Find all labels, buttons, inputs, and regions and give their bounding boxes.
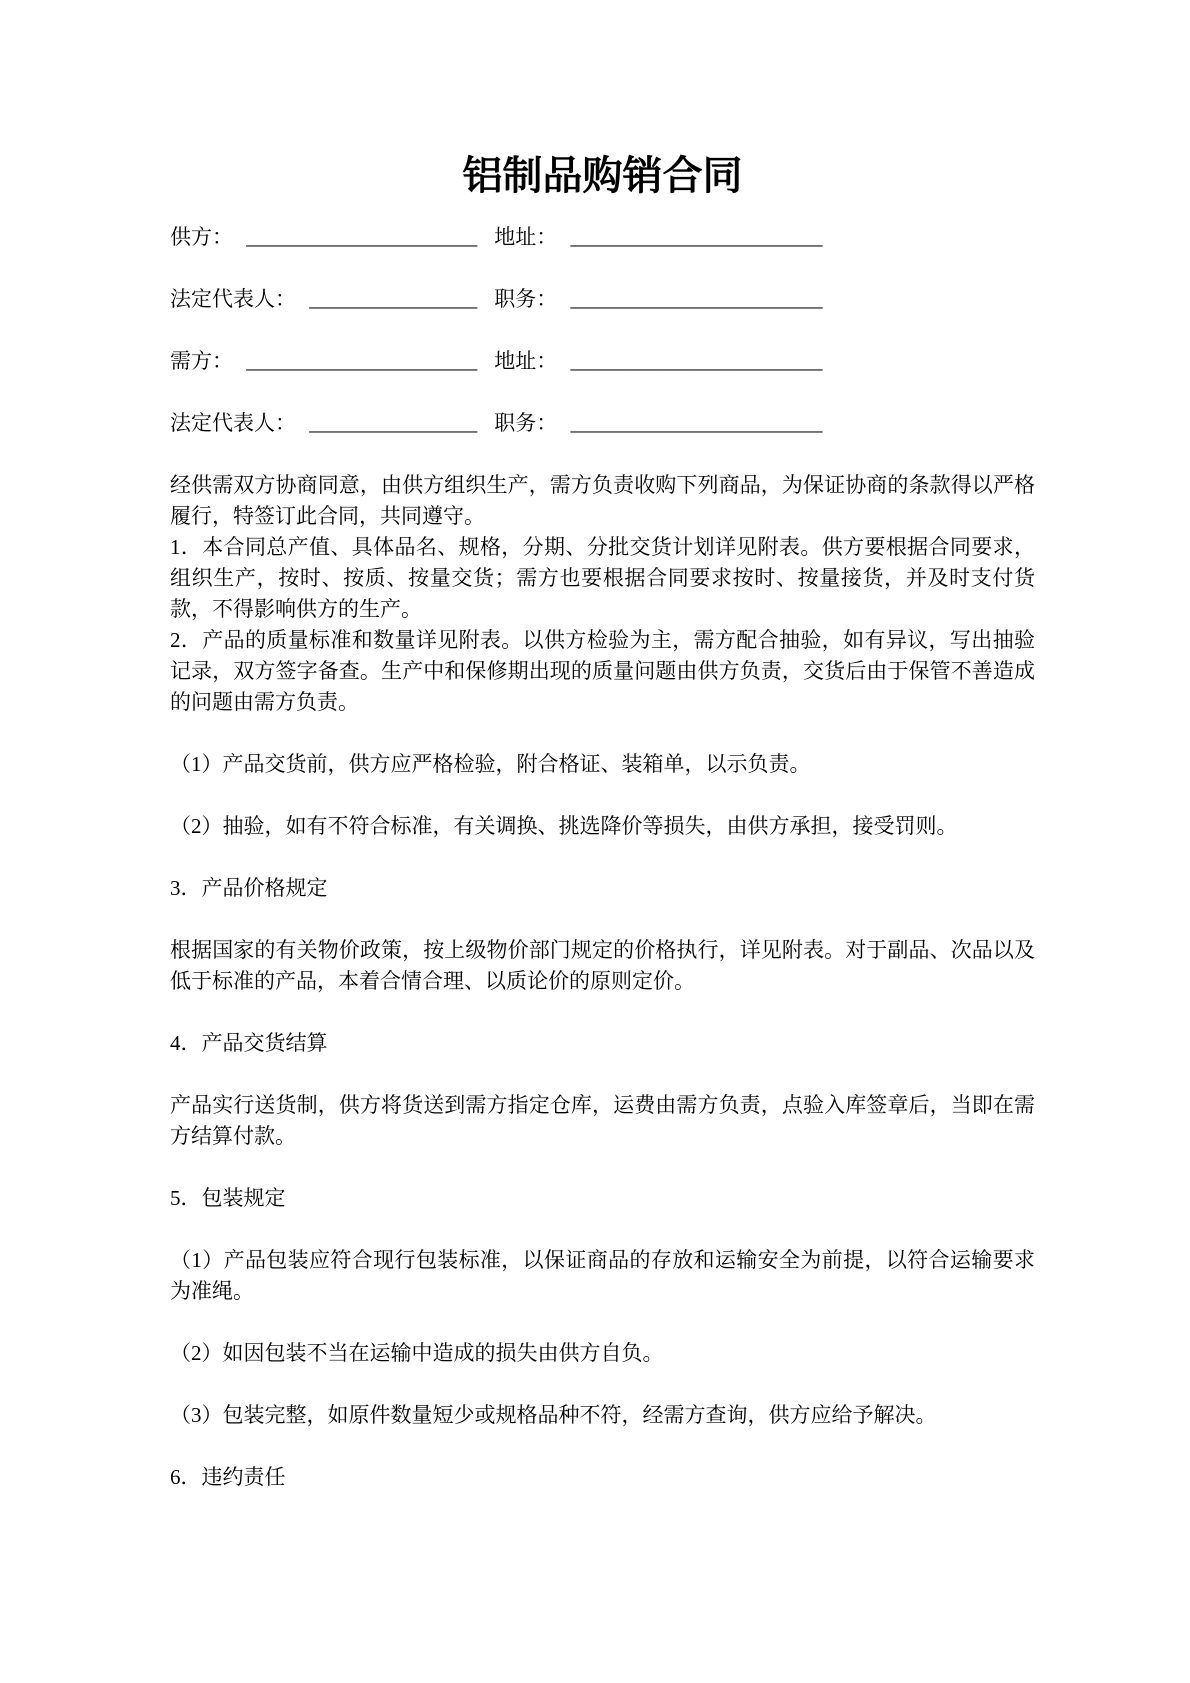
buyer-representative-label: 法定代表人：	[170, 411, 296, 435]
field-row-supplier	[170, 222, 1035, 253]
buyer-blank-line: ______________________	[246, 349, 478, 373]
contract-body	[170, 470, 1035, 1493]
field-row-buyer-representative	[170, 408, 1035, 439]
supplier-label: 供方：	[170, 225, 233, 249]
supplier-representative-label: 法定代表人：	[170, 287, 296, 311]
supplier-address-blank-line: ________________________	[570, 225, 823, 249]
clause-5-item-2: （2）如因包装不当在运输中造成的损失由供方自负。	[170, 1341, 664, 1365]
buyer-position-label: 职务：	[494, 411, 558, 435]
clause-3-body: 根据国家的有关物价政策，按上级物价部门规定的价格执行，详见附表。对于副品、次品以及低于标准的产品，本着合情合理、以质论价的原则定价。	[170, 938, 1035, 993]
supplier-address-label: 地址：	[494, 225, 558, 249]
buyer-address-blank-line: ________________________	[570, 349, 823, 373]
buyer-address-label: 地址：	[494, 349, 558, 373]
buyer-position-blank-line: ________________________	[570, 411, 823, 435]
preamble: 经供需双方协商同意，由供方组织生产，需方负责收购下列商品，为保证协商的条款得以严格履行，特签订此合同，共同遵守。	[170, 473, 1035, 528]
document-title: 铝制品购销合同	[462, 153, 743, 198]
field-col-buyer-address	[494, 349, 822, 373]
clause-2-item-1: （1）产品交货前，供方应严格检验，附合格证、装箱单，以示负责。	[170, 752, 811, 776]
party-fields	[170, 222, 1035, 439]
clause-2-item-2: （2）抽验，如有不符合标准，有关调换、挑选降价等损失，由供方承担，接受罚则。	[170, 814, 958, 838]
field-col-buyer-position	[494, 411, 822, 435]
field-col-buyer-representative	[170, 408, 489, 439]
clause-2: 2．产品的质量标准和数量详见附表。以供方检验为主，需方配合抽验，如有异议，写出抽验记录，双方签字备查。生产中和保修期出现的质量问题由供方负责，交货后由于保管不善造成的问题由需方负责。	[170, 628, 1035, 714]
buyer-representative-blank-line: ________________	[309, 411, 478, 435]
clause-5-heading: 5．包装规定	[170, 1186, 286, 1210]
clause-1: 1．本合同总产值、具体品名、规格，分期、分批交货计划详见附表。供方要根据合同要求，组织生产，按时、按质、按量交货；需方也要根据合同要求按时、按量接货，并及时支付货款，不得影响供方的生产。	[170, 535, 1035, 621]
field-col-supplier-representative	[170, 284, 489, 315]
field-col-supplier-address	[494, 225, 822, 249]
buyer-label: 需方：	[170, 349, 233, 373]
clause-4-heading: 4．产品交货结算	[170, 1031, 328, 1055]
supplier-position-blank-line: ________________________	[570, 287, 823, 311]
clause-3-heading: 3．产品价格规定	[170, 876, 328, 900]
clause-5-item-1: （1）产品包装应符合现行包装标准，以保证商品的存放和运输安全为前提，以符合运输要求为准绳。	[170, 1248, 1035, 1303]
field-col-supplier	[170, 222, 489, 253]
clause-5-item-3: （3）包装完整，如原件数量短少或规格品种不符，经需方查询，供方应给予解决。	[170, 1403, 937, 1427]
supplier-position-label: 职务：	[494, 287, 558, 311]
clause-6-heading: 6．违约责任	[170, 1465, 286, 1489]
field-col-supplier-position	[494, 287, 822, 311]
supplier-blank-line: ______________________	[246, 225, 478, 249]
supplier-representative-blank-line: ________________	[309, 287, 478, 311]
field-row-supplier-representative	[170, 284, 1035, 315]
clause-4-body: 产品实行送货制，供方将货送到需方指定仓库，运费由需方负责，点验入库签章后，当即在需方结算付款。	[170, 1093, 1035, 1148]
field-col-buyer	[170, 346, 489, 377]
field-row-buyer	[170, 346, 1035, 377]
